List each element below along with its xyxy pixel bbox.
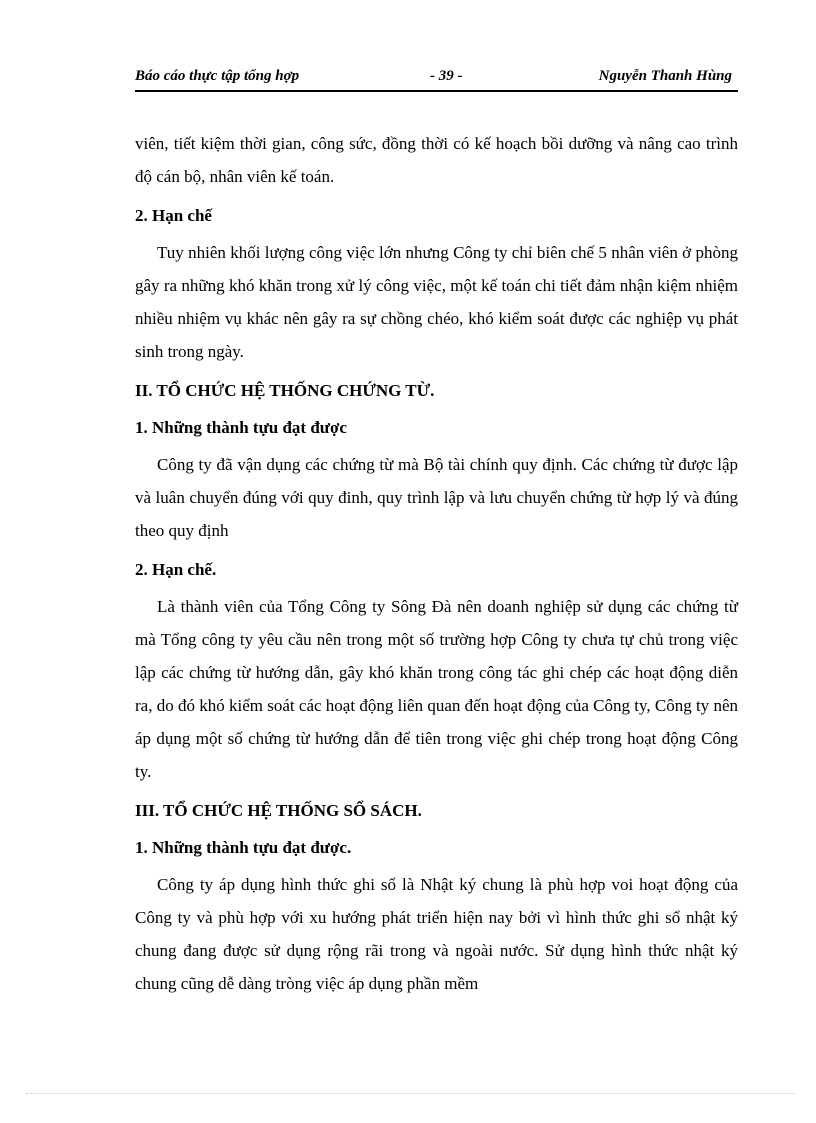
paragraph-limitations-2: Là thành viên của Tổng Công ty Sông Đà nên doanh nghiệp sử dụng các chứng từ mà Tổng công ty yêu cầu nên trong một số trường hợp Công ty chưa tự chủ trong việc lập các chứng từ hướng dẫn, gây khó khăn trong công tác ghi chép các hoạt động diễn ra, do đó khó kiểm soát các hoạt động liên quan đến hoạt động của Công ty, Công ty nên áp dụng một số chứng từ hướng dẫn để tiên trong việc ghi chép trong hoạt động Công ty.	[135, 597, 738, 781]
paragraph-continuation: viên, tiết kiệm thời gian, công sức, đồng thời có kế hoạch bồi dưỡng và nâng cao trình độ cán bộ, nhân viên kế toán.	[135, 134, 738, 186]
document-body	[135, 127, 738, 1006]
heading-limitations-2: 2. Hạn chế.	[135, 560, 217, 579]
section-title-vouchers: II. TỔ CHỨC HỆ THỐNG CHỨNG TỪ.	[135, 381, 435, 400]
section-title-books: III. TỔ CHỨC HỆ THỐNG SỔ SÁCH.	[135, 801, 422, 820]
paragraph-achievements-3: Công ty áp dụng hình thức ghi sổ là Nhật ký chung là phù hợp voi hoạt động của Công ty và phù hợp với xu hướng phát triển hiện nay bởi vì hình thức ghi sổ nhật ký chung đang được sử dụng rộng rãi trong và ngoài nước. Sử dụng hình thức nhật ký chung cũng dễ dàng tròng việc áp dụng phần mềm	[135, 875, 738, 993]
page-header	[135, 66, 738, 92]
header-report-title: Báo cáo thực tập tổng hợp	[135, 68, 300, 84]
heading-limitations-1: 2. Hạn chế	[135, 206, 212, 225]
page-bottom-divider	[26, 1093, 796, 1094]
heading-achievements-2: 1. Những thành tựu đạt được	[135, 418, 347, 437]
heading-achievements-3: 1. Những thành tựu đạt được.	[135, 838, 352, 857]
header-author: Nguyễn Thanh Hùng	[598, 68, 732, 84]
paragraph-limitations-1: Tuy nhiên khối lượng công việc lớn nhưng Công ty chỉ biên chế 5 nhân viên ở phòng gây ra những khó khăn trong xử lý công việc, một kế toán chi tiết đảm nhận kiệm nhiệm nhiều nhiệm vụ khác nên gây ra sự chồng chéo, khó kiểm soát được các nghiệp vụ phát sinh trong ngày.	[135, 243, 738, 361]
header-page-number: - 39 -	[430, 68, 463, 84]
paragraph-achievements-2: Công ty đã vận dụng các chứng từ mà Bộ tài chính quy định. Các chứng từ được lập và luân chuyển đúng với quy đinh, quy trình lập và lưu chuyển chứng từ hợp lý và đúng theo quy định	[135, 455, 738, 540]
